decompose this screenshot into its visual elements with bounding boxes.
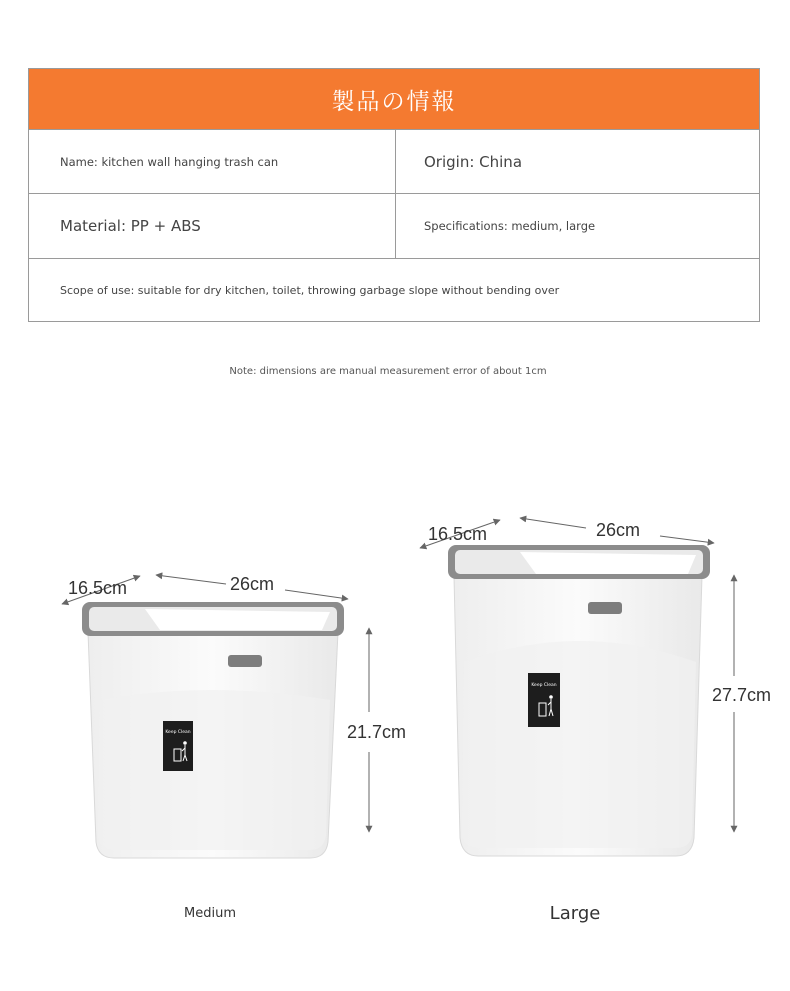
large-sticker-text: Keep Clean [531, 683, 557, 688]
medium-sticker-text: Keep Clean [165, 730, 191, 735]
large-width-line-right [660, 536, 714, 543]
medium-bin [82, 602, 344, 858]
large-caption: Large [549, 903, 601, 924]
medium-width-line-right [285, 590, 348, 599]
spec-name: Name: kitchen wall hanging trash can [29, 130, 396, 193]
medium-width-line-left [156, 575, 226, 584]
medium-depth-label: 16.5cm [68, 578, 128, 598]
medium-caption: Medium [184, 906, 236, 921]
large-height-label: 27.7cm [712, 685, 772, 705]
large-width-label: 26cm [596, 520, 641, 540]
large-bin [448, 545, 710, 856]
measurement-note: Note: dimensions are manual measurement error of about 1cm [229, 366, 547, 377]
spec-scope: Scope of use: suitable for dry kitchen, toilet, throwing garbage slope without bending over [60, 283, 560, 297]
large-width-line-left [520, 518, 586, 528]
medium-height-label: 21.7cm [347, 722, 407, 742]
spec-specifications: Specifications: medium, large [424, 219, 596, 233]
spec-origin: Origin: China [424, 152, 523, 171]
large-sticker [528, 673, 560, 727]
medium-sticker [163, 721, 193, 771]
medium-width-label: 26cm [230, 574, 275, 594]
large-depth-label: 16.5cm [428, 524, 488, 544]
spec-title: 製品の情報 [29, 69, 759, 129]
spec-material: Material: PP + ABS [29, 194, 396, 258]
